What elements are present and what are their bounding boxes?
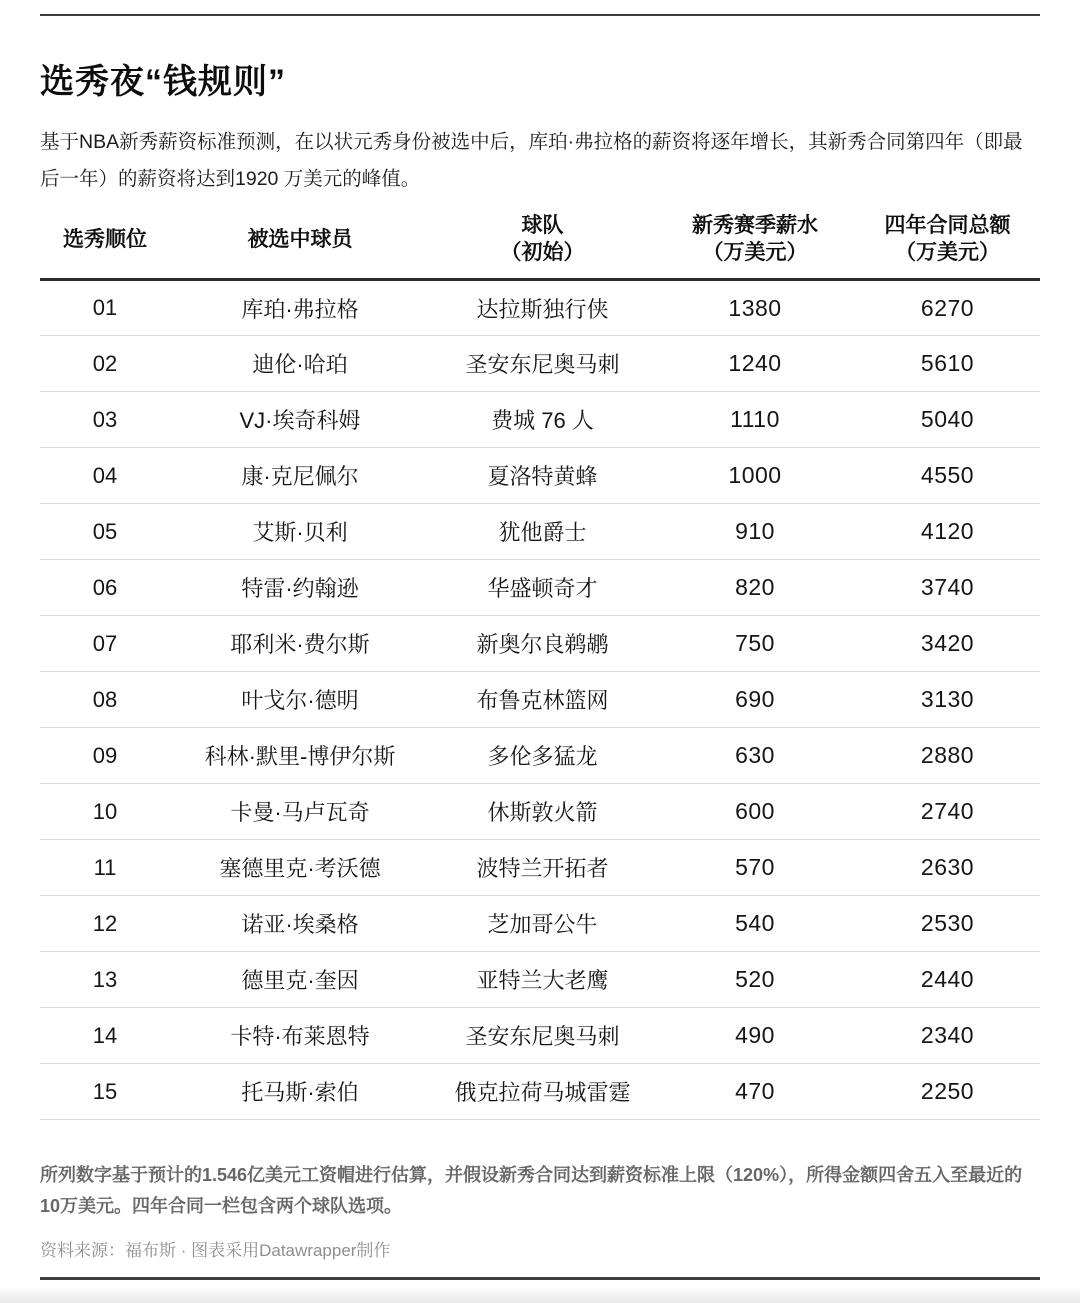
cell-draft-rank: 04 (40, 448, 170, 504)
cell-rookie-salary: 1110 (655, 392, 855, 448)
cell-player-name: 卡特·布莱恩特 (170, 1008, 430, 1064)
cell-draft-rank: 15 (40, 1064, 170, 1120)
cell-contract-total: 2880 (855, 728, 1040, 784)
cell-contract-total: 2740 (855, 784, 1040, 840)
table-body (40, 280, 1040, 1120)
cell-rookie-salary: 910 (655, 504, 855, 560)
cell-draft-rank: 07 (40, 616, 170, 672)
cell-team-name: 俄克拉荷马城雷霆 (430, 1064, 655, 1120)
cell-player-name: 科林·默里-博伊尔斯 (170, 728, 430, 784)
cell-player-name: 托马斯·索伯 (170, 1064, 430, 1120)
page-title: 选秀夜“钱规则” (40, 63, 286, 101)
cell-rookie-salary: 520 (655, 952, 855, 1008)
table-row (40, 896, 1040, 952)
cell-player-name: 诺亚·埃桑格 (170, 896, 430, 952)
table-row (40, 1064, 1040, 1120)
cell-draft-rank: 01 (40, 280, 170, 336)
cell-contract-total: 5040 (855, 392, 1040, 448)
cell-contract-total: 3130 (855, 672, 1040, 728)
table-row (40, 728, 1040, 784)
cell-rookie-salary: 750 (655, 616, 855, 672)
cell-draft-rank: 11 (40, 840, 170, 896)
table-row (40, 448, 1040, 504)
table-header (40, 208, 1040, 280)
cell-player-name: 康·克尼佩尔 (170, 448, 430, 504)
cell-team-name: 圣安东尼奥马刺 (430, 336, 655, 392)
cell-team-name: 华盛顿奇才 (430, 560, 655, 616)
table-row (40, 840, 1040, 896)
source-credit: 资料来源：福布斯 · 图表采用Datawrapper制作 (40, 1241, 391, 1260)
cell-draft-rank: 13 (40, 952, 170, 1008)
cell-player-name: 耶利米·费尔斯 (170, 616, 430, 672)
cell-player-name: 德里克·奎因 (170, 952, 430, 1008)
cell-draft-rank: 14 (40, 1008, 170, 1064)
top-divider (40, 14, 1040, 16)
column-header-draft-rank: 选秀顺位 (40, 208, 170, 280)
column-header-player: 被选中球员 (170, 208, 430, 280)
table-row (40, 336, 1040, 392)
cell-team-name: 费城 76 人 (430, 392, 655, 448)
cell-rookie-salary: 1380 (655, 280, 855, 336)
bottom-divider (40, 1277, 1040, 1280)
cell-rookie-salary: 490 (655, 1008, 855, 1064)
cell-contract-total: 3420 (855, 616, 1040, 672)
table-row (40, 616, 1040, 672)
table-row (40, 392, 1040, 448)
cell-rookie-salary: 1240 (655, 336, 855, 392)
cell-team-name: 达拉斯独行侠 (430, 280, 655, 336)
cell-team-name: 夏洛特黄蜂 (430, 448, 655, 504)
cell-player-name: 特雷·约翰逊 (170, 560, 430, 616)
cell-contract-total: 2530 (855, 896, 1040, 952)
cell-draft-rank: 12 (40, 896, 170, 952)
cell-contract-total: 3740 (855, 560, 1040, 616)
cell-draft-rank: 03 (40, 392, 170, 448)
bottom-gradient (0, 1287, 1080, 1303)
cell-rookie-salary: 1000 (655, 448, 855, 504)
column-header-contract-total: 四年合同总额 （万美元） (855, 208, 1040, 280)
cell-draft-rank: 02 (40, 336, 170, 392)
table-row (40, 672, 1040, 728)
table-row (40, 1008, 1040, 1064)
cell-draft-rank: 05 (40, 504, 170, 560)
cell-rookie-salary: 690 (655, 672, 855, 728)
cell-draft-rank: 09 (40, 728, 170, 784)
cell-team-name: 圣安东尼奥马刺 (430, 1008, 655, 1064)
cell-team-name: 休斯敦火箭 (430, 784, 655, 840)
table-row (40, 504, 1040, 560)
cell-rookie-salary: 540 (655, 896, 855, 952)
column-header-rookie-salary: 新秀赛季薪水 （万美元） (655, 208, 855, 280)
cell-player-name: 库珀·弗拉格 (170, 280, 430, 336)
cell-contract-total: 4550 (855, 448, 1040, 504)
cell-team-name: 芝加哥公牛 (430, 896, 655, 952)
cell-draft-rank: 08 (40, 672, 170, 728)
cell-player-name: 塞德里克·考沃德 (170, 840, 430, 896)
page-description: 基于NBA新秀薪资标准预测，在以状元秀身份被选中后，库珀·弗拉格的薪资将逐年增长，其新秀合同第四年（即最后一年）的薪资将达到1920 万美元的峰值。 (40, 131, 1023, 190)
cell-contract-total: 6270 (855, 280, 1040, 336)
table-row (40, 952, 1040, 1008)
cell-rookie-salary: 630 (655, 728, 855, 784)
cell-team-name: 布鲁克林篮网 (430, 672, 655, 728)
cell-team-name: 新奥尔良鹈鹕 (430, 616, 655, 672)
cell-team-name: 波特兰开拓者 (430, 840, 655, 896)
cell-draft-rank: 10 (40, 784, 170, 840)
cell-draft-rank: 06 (40, 560, 170, 616)
cell-player-name: 艾斯·贝利 (170, 504, 430, 560)
cell-contract-total: 2250 (855, 1064, 1040, 1120)
table-row (40, 280, 1040, 336)
cell-player-name: 迪伦·哈珀 (170, 336, 430, 392)
table-header-row (40, 208, 1040, 280)
cell-player-name: VJ·埃奇科姆 (170, 392, 430, 448)
cell-contract-total: 2440 (855, 952, 1040, 1008)
cell-team-name: 犹他爵士 (430, 504, 655, 560)
cell-rookie-salary: 820 (655, 560, 855, 616)
cell-rookie-salary: 470 (655, 1064, 855, 1120)
column-header-team: 球队 （初始） (430, 208, 655, 280)
table-row (40, 560, 1040, 616)
cell-player-name: 叶戈尔·德明 (170, 672, 430, 728)
footnote: 所列数字基于预计的1.546亿美元工资帽进行估算，并假设新秀合同达到薪资标准上限（120%），所得金额四舍五入至最近的10万美元。四年合同一栏包含两个球队选项。 (40, 1165, 1023, 1216)
cell-team-name: 多伦多猛龙 (430, 728, 655, 784)
cell-contract-total: 2630 (855, 840, 1040, 896)
cell-contract-total: 2340 (855, 1008, 1040, 1064)
cell-rookie-salary: 600 (655, 784, 855, 840)
cell-player-name: 卡曼·马卢瓦奇 (170, 784, 430, 840)
cell-team-name: 亚特兰大老鹰 (430, 952, 655, 1008)
cell-contract-total: 5610 (855, 336, 1040, 392)
salary-table (40, 208, 1040, 1120)
cell-contract-total: 4120 (855, 504, 1040, 560)
table-row (40, 784, 1040, 840)
cell-rookie-salary: 570 (655, 840, 855, 896)
